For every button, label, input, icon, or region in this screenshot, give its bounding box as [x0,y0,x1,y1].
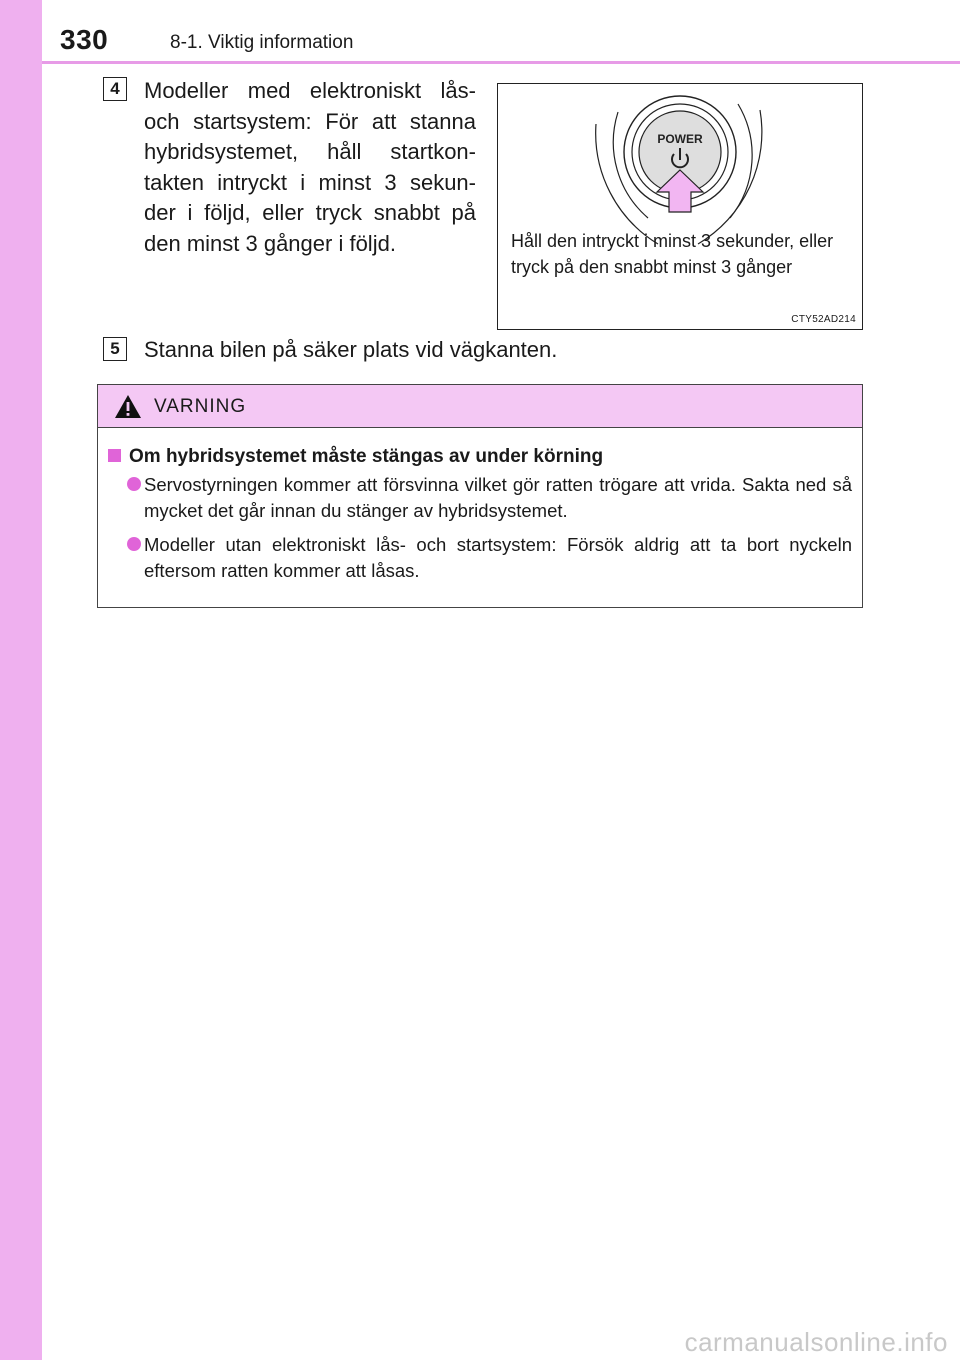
section-title: 8-1. Viktig information [170,32,354,53]
side-color-strip [0,0,42,1360]
square-bullet-icon [108,449,121,462]
power-button-illustration [498,84,862,329]
figure-caption: Håll den intryckt i minst 3 sekunder, eller tryck på den snabbt minst 3 gånger [511,231,834,277]
warning-heading [108,446,852,468]
circle-bullet-icon [127,477,141,491]
warning-title: VARNING [154,396,247,417]
warning-body [98,428,862,584]
circle-bullet-icon [127,537,141,551]
step-4-text: Modeller med elektroniskt lås- och startsystem: För att stanna hybridsystemet, håll startkon- takten intryckt i minst 3 sekun- der i följd, eller tryck snabbt på den minst 3 gånger i följd. [144,78,476,256]
power-button-label: POWER [657,132,703,146]
watermark: carmanualsonline.info [684,1327,948,1357]
header-rule [42,61,960,64]
warning-box [97,384,863,608]
warning-triangle-icon [114,394,142,419]
warning-item [108,532,852,584]
step-number-5: 5 [103,337,127,361]
step-number-4: 4 [103,77,127,101]
warning-item-text: Servostyrningen kommer att försvinna vilket gör ratten trögare att vrida. Sakta ned så mycket det går innan du stänger av hybridsystemet. [144,474,852,521]
warning-header [98,385,862,428]
warning-item-text: Modeller utan elektroniskt lås- och startsystem: Försök aldrig att ta bort nyckeln eftersom ratten kommer att låsas. [144,534,852,581]
warning-heading-text: Om hybridsystemet måste stängas av under körning [129,446,604,467]
figure-code: CTY52AD214 [791,314,856,325]
page-number: 330 [60,24,109,55]
step-5-text: Stanna bilen på säker plats vid vägkanten. [144,337,558,362]
warning-item [108,472,852,524]
power-button-figure [497,83,863,330]
